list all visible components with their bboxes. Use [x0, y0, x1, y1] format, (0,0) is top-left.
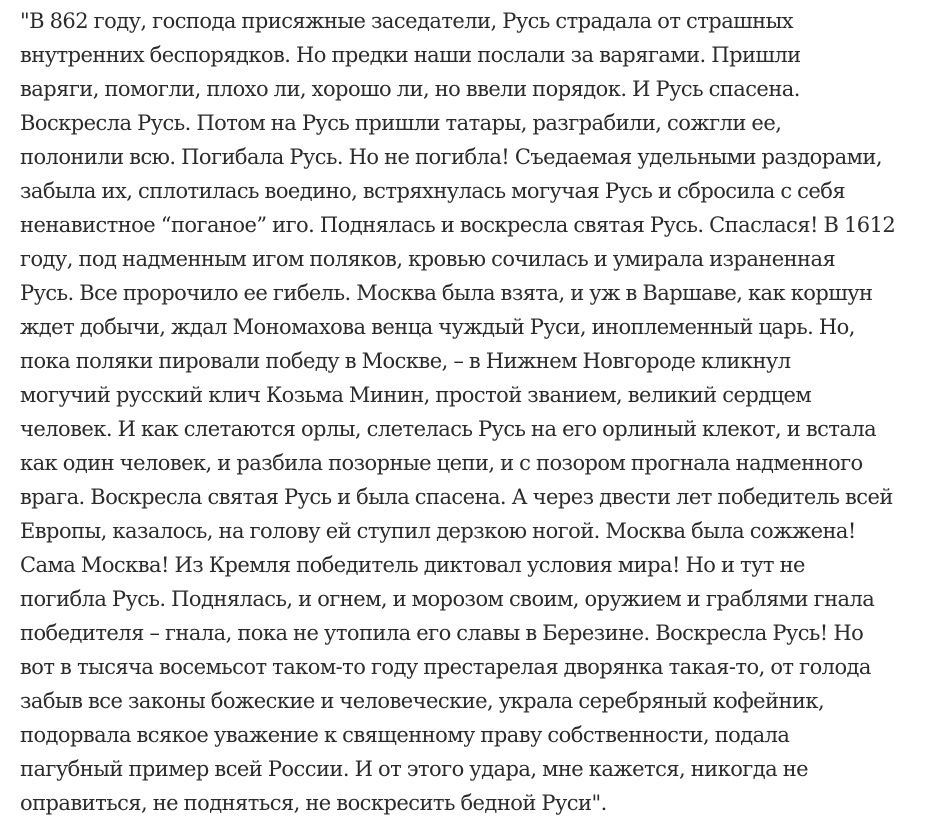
text-line: "В 862 году, господа присяжные заседатели, Русь страдала от страшных	[20, 9, 794, 33]
text-line: оправиться, не подняться, не воскресить бедной Руси".	[20, 791, 607, 815]
text-line: Европы, казалось, на голову ей ступил дерзкою ногой. Москва была сожжена!	[20, 519, 856, 543]
text-line: полонили всю. Погибала Русь. Но не погибла! Съедаемая удельными раздорами,	[20, 145, 882, 169]
text-line: Воскресла Русь. Потом на Русь пришли татары, разграбили, сожгли ее,	[20, 111, 782, 135]
text-line: человек. И как слетаются орлы, слетелась Русь на его орлиный клекот, и встала	[20, 417, 877, 441]
text-line: погибла Русь. Поднялась, и огнем, и морозом своим, оружием и граблями гнала	[20, 587, 875, 611]
text-line: ненавистное “поганое” иго. Поднялась и воскресла святая Русь. Спаслася! В 1612	[20, 213, 896, 237]
text-line: подорвала всякое уважение к священному праву собственности, подала	[20, 723, 790, 747]
text-line: врага. Воскресла святая Русь и была спасена. А через двести лет победитель всей	[20, 485, 893, 509]
text-line: могучий русский клич Козьма Минин, простой званием, великий сердцем	[20, 383, 812, 407]
text-line: пагубный пример всей России. И от этого удара, мне кажется, никогда не	[20, 757, 809, 781]
text-line: Русь. Все пророчило ее гибель. Москва была взята, и уж в Варшаве, как коршун	[20, 281, 873, 305]
text-line: забыв все законы божеские и человеческие, украла серебряный кофейник,	[20, 689, 825, 713]
text-line: варяги, помогли, плохо ли, хорошо ли, но ввели порядок. И Русь спасена.	[20, 77, 800, 101]
text-line: вот в тысяча восемьсот таком-то году престарелая дворянка такая-то, от голода	[20, 655, 871, 679]
text-line: победителя – гнала, пока не утопила его славы в Березине. Воскресла Русь! Но	[20, 621, 864, 645]
quote-paragraph	[20, 4, 920, 820]
text-line: пока поляки пировали победу в Москве, – в Нижнем Новгороде кликнул	[20, 349, 791, 373]
text-line: как один человек, и разбила позорные цепи, и с позором прогнала надменного	[20, 451, 863, 475]
text-line: году, под надменным игом поляков, кровью сочилась и умирала израненная	[20, 247, 836, 271]
text-line: ждет добычи, ждал Мономахова венца чуждый Руси, иноплеменный царь. Но,	[20, 315, 855, 339]
text-line: забыла их, сплотилась воедино, встряхнулась могучая Русь и сбросила с себя	[20, 179, 846, 203]
text-line: Сама Москва! Из Кремля победитель диктовал условия мира! Но и тут не	[20, 553, 805, 577]
text-line: внутренних беспорядков. Но предки наши послали за варягами. Пришли	[20, 43, 801, 67]
